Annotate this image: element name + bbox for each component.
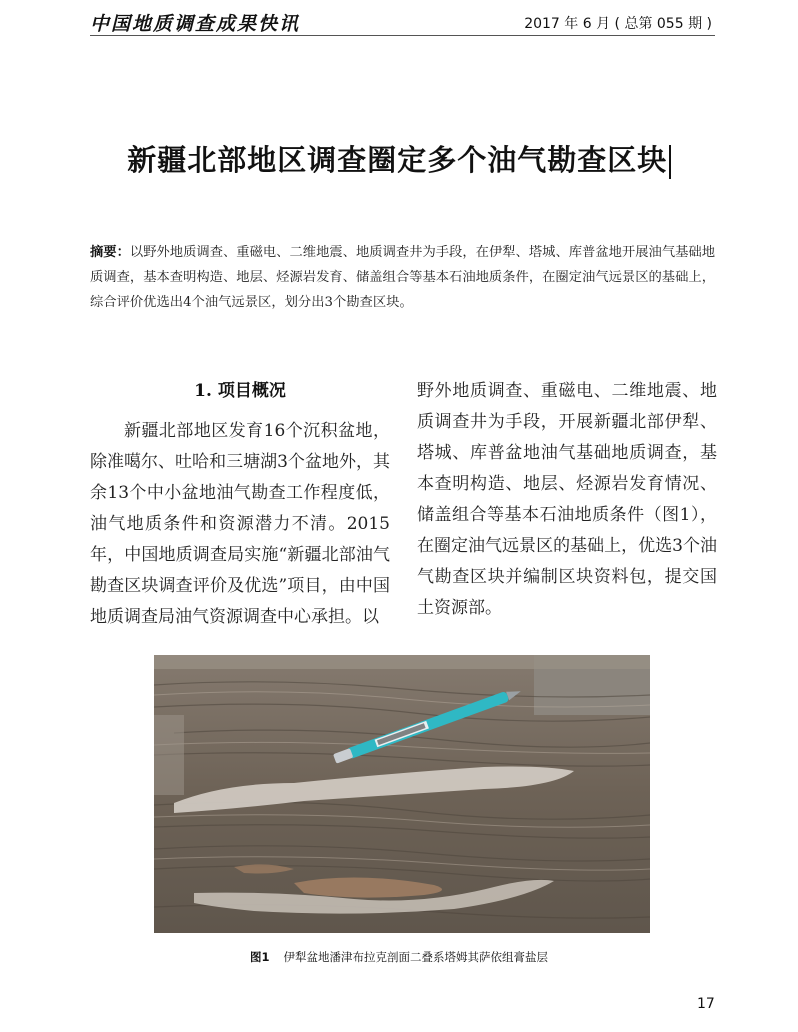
text-cursor [669,145,671,179]
figure-caption [0,949,798,965]
body-paragraph-left: 新疆北部地区发育16个沉积盆地，除准噶尔、吐哈和三塘湖3个盆地外，其余13个中小盆地油气勘查工作程度低，油气地质条件和资源潜力不清。2015年，中国地质调查局实施“新疆北部油气勘查区块调查评价及优选”项目，由中国地质调查局油气资源调查中心承担。以 [90,421,390,627]
article-title [0,138,798,179]
abstract-text: 以野外地质调查、重磁电、二维地震、地质调查井为手段，在伊犁、塔城、库普盆地开展油气基础地质调查，基本查明构造、地层、烃源岩发育、储盖组合等基本石油地质条件，在圈定油气远景区的基础上，综合评价优选出4个油气远景区，划分出3个勘查区块。 [90,245,716,310]
abstract-label: 摘要： [90,245,130,260]
rock-outcrop-photo [154,655,650,933]
figure-caption-text: 伊犁盆地潘津布拉克剖面二叠系塔姆其萨依组膏盐层 [283,950,548,964]
section-heading: 1. 项目概况 [194,381,286,401]
body-paragraph-right: 野外地质调查、重磁电、二维地震、地质调查井为手段，开展新疆北部伊犁、塔城、库普盆地油气基础地质调查，基本查明构造、地层、烃源岩发育情况、储盖组合等基本石油地质条件（图1），在圈定油气远景区的基础上，优选3个油气勘查区块并编制区块资料包，提交国土资源部。 [417,381,717,618]
column-right [417,376,717,624]
page-number: 17 [697,996,715,1012]
figure-number: 图1 [249,950,270,964]
column-left [90,376,390,633]
article-title-text: 新疆北部地区调查圈定多个油气勘查区块 [127,143,668,177]
figure-photo [154,655,650,933]
journal-name: 中国地质调查成果快讯 [90,13,301,35]
issue-info: 2017 年 6 月 ( 总第 055 期 ) [524,16,712,32]
running-header [90,6,715,36]
abstract [90,240,715,315]
